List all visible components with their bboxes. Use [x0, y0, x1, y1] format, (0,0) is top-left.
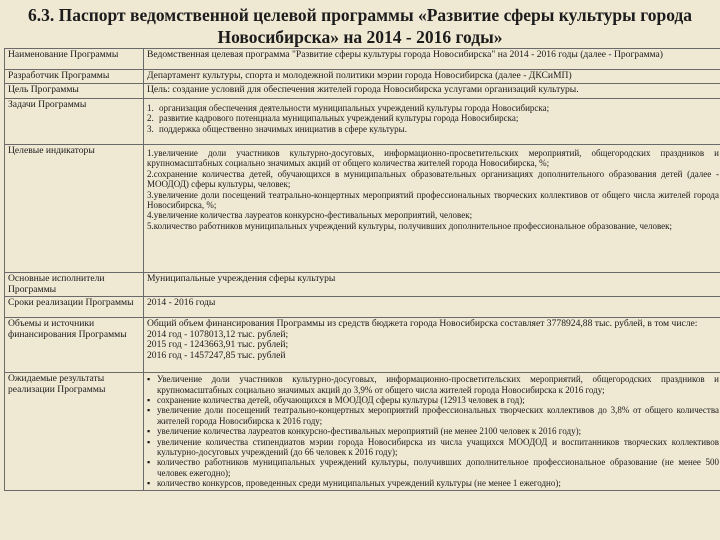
- indicator-item: 1.увеличение доли участников культурно-досуговых, информационно-просветительских мероприятий, общегородских праздников и крупномасштабных социально значимых акций от общего количества жителей города Новосибирска, %;: [147, 148, 719, 169]
- row-indicators-value: [144, 145, 720, 273]
- page-title: [0, 0, 720, 46]
- indicator-item: 5.количество работников муниципальных учреждений культуры, получивших дополнительное профессиональное образование, человек;: [147, 220, 673, 231]
- row-developer-label: Разработчик Программы: [5, 70, 144, 84]
- row-period-label: Сроки реализации Программы: [5, 297, 144, 318]
- task-item: 3. поддержка общественно значимых инициатив в сфере культуры.: [147, 123, 407, 134]
- title-line-2: Новосибирска» на 2014 - 2016 годы»: [217, 27, 503, 47]
- row-funding-value: [144, 318, 720, 373]
- bullet-icon: ▪: [147, 374, 151, 385]
- row-developer-value: Департамент культуры, спорта и молодежной политики мэрии города Новосибирска (далее - ДКСиМП): [144, 70, 720, 84]
- row-executors-value: Муниципальные учреждения сферы культуры: [144, 273, 720, 297]
- row-results: [5, 373, 720, 490]
- row-tasks-value: [144, 99, 720, 145]
- funding-total: Общий объем финансирования Программы из средств бюджета города Новосибирска составляет 3778924,88 тыс. рублей, в том числе:: [147, 318, 698, 330]
- result-item: ▪ увеличение количества стипендиатов мэрии города Новосибирска из числа учащихся МООДОД и воспитанников творческих коллективов культурно-досуговых учреждений (до 66 человек к 2016 году);: [147, 436, 719, 458]
- row-indicators-label: Целевые индикаторы: [5, 145, 144, 273]
- row-period: [5, 297, 720, 318]
- row-developer: [5, 70, 720, 84]
- bullet-icon: ▪: [147, 478, 151, 489]
- indicator-item: 2.сохранение количества детей, обучающихся в муниципальных образовательных организациях дополнительного образования детей (далее - МООДОД) сферы культуры, человек;: [147, 168, 719, 190]
- result-item: ▪ увеличение количества лауреатов конкурсно-фестивальных мероприятий (не менее 2100 человек к 2016 году);: [147, 426, 582, 437]
- funding-year-2014: 2014 год - 1078013,12 тыс. рублей;: [147, 328, 289, 340]
- task-list: [147, 103, 719, 134]
- row-results-label: Ожидаемые результаты реализации Программы: [5, 373, 144, 490]
- result-item: ▪ количество работников муниципальных учреждений культуры, получивших дополнительное профессиональное образование (не менее 500 человек ежегодно);: [147, 457, 719, 478]
- title-line-1: 6.3. Паспорт ведомственной целевой программы «Развитие сферы культуры города: [27, 5, 693, 25]
- result-item: ▪ Увеличение доли участников культурно-досуговых, информационно-просветительских мероприятий, общегородских праздников и крупномасштабных социально значимых акций до 3,9% от общего числа жителей города Новосибирска к 2016 году;: [147, 374, 719, 395]
- bullet-icon: ▪: [147, 395, 151, 405]
- bullet-icon: ▪: [147, 426, 151, 437]
- task-item: 1. организация обеспечения деятельности муниципальных учреждений культуры города Новосибирска;: [147, 103, 550, 113]
- row-name: [5, 49, 720, 70]
- row-period-value: 2014 - 2016 годы: [144, 297, 720, 318]
- indicator-item: 3.увеличение доли посещений театрально-концертных мероприятий профессиональных творческих коллективов от общего числа жителей города Новосибирска, %;: [147, 189, 719, 211]
- row-executors: [5, 273, 720, 297]
- row-tasks: [5, 99, 720, 145]
- row-funding-label: Объемы и источники финансирования Программы: [5, 318, 144, 373]
- results-list: [147, 374, 719, 488]
- result-item: ▪ увеличение доли посещений театрально-концертных мероприятий профессиональных творческих коллективов до 3,8% от общего количества жителей города Новосибирска к 2016 году;: [147, 405, 719, 426]
- task-item: 2. развитие кадрового потенциала муниципальных учреждений культуры города Новосибирска;: [147, 113, 519, 124]
- indicator-item: 4.увеличение количества лауреатов конкурсно-фестивальных мероприятий, человек;: [147, 210, 473, 221]
- row-name-label: Наименование Программы: [5, 49, 144, 70]
- row-funding: [5, 318, 720, 373]
- row-tasks-label: Задачи Программы: [5, 99, 144, 145]
- row-name-value: Ведомственная целевая программа "Развитие сферы культуры города Новосибирска" на 2014 - 2016 годы (далее - Программа): [144, 49, 720, 70]
- bullet-icon: ▪: [147, 457, 151, 468]
- row-goal: [5, 84, 720, 99]
- bullet-icon: ▪: [147, 405, 151, 416]
- result-item: ▪ количество конкурсов, проведенных среди муниципальных учреждений культуры (не менее 1 ежегодно);: [147, 478, 561, 489]
- funding-year-2015: 2015 год - 1243663,91 тыс. рублей;: [147, 339, 289, 351]
- program-passport-table: [4, 48, 720, 491]
- bullet-icon: ▪: [147, 436, 151, 447]
- row-executors-label: Основные исполнители Программы: [5, 273, 144, 297]
- row-goal-label: Цель Программы: [5, 84, 144, 99]
- row-indicators: [5, 145, 720, 273]
- row-results-value: [144, 373, 720, 490]
- funding-year-2016: 2016 год - 1457247,85 тыс. рублей: [147, 349, 286, 361]
- row-goal-value: Цель: создание условий для обеспечения жителей города Новосибирска услугами организаций культуры.: [144, 84, 720, 99]
- result-item: ▪ сохранение количества детей, обучающихся в МООДОД сферы культуры (12913 человек в год);: [147, 395, 525, 405]
